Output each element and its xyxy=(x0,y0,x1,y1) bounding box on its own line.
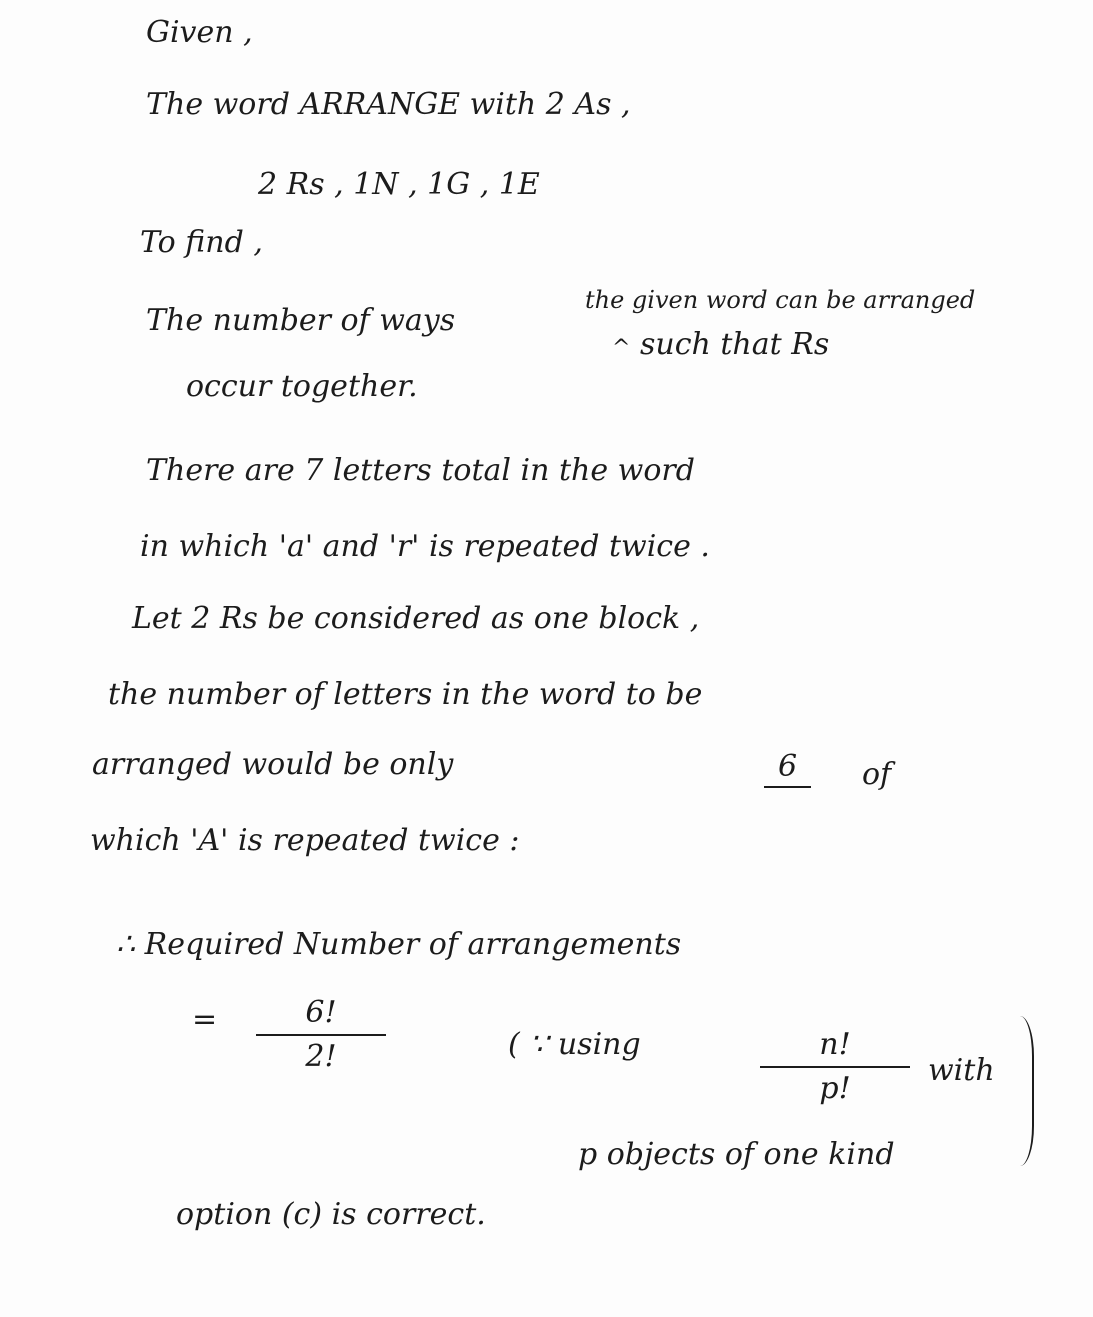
find-line-2: occur together. xyxy=(186,369,418,404)
equals-sign: = xyxy=(192,1002,218,1037)
only-value: 6 xyxy=(764,752,811,788)
find-line-1c: such that Rs xyxy=(640,327,830,362)
formula-fraction xyxy=(760,1027,910,1106)
number-line: the number of letters in the word to be xyxy=(108,677,703,712)
option-line: option (c) is correct. xyxy=(176,1197,486,1232)
which-line: which 'A' is repeated twice : xyxy=(90,823,520,858)
p-objects-line: p objects of one kind xyxy=(578,1137,895,1172)
required-line: ∴ Required Number of arrangements xyxy=(116,927,682,962)
formula-denominator: p! xyxy=(819,1071,851,1106)
counts-line: 2 Rs , 1N , 1G , 1E xyxy=(258,167,540,202)
fraction-bar xyxy=(256,1034,386,1036)
given-line: Given , xyxy=(146,15,253,50)
arranged-line: arranged would be only xyxy=(92,747,454,782)
in-which-line: in which 'a' and 'r' is repeated twice . xyxy=(140,529,710,564)
fraction-denominator: 2! xyxy=(305,1039,337,1074)
caret-mark: ^ xyxy=(612,336,631,361)
with-word: with xyxy=(928,1053,995,1088)
using-note: ( ∵ using xyxy=(508,1027,641,1062)
there-are-line: There are 7 letters total in the word xyxy=(146,453,695,488)
formula-numerator: n! xyxy=(819,1027,851,1062)
let-line: Let 2 Rs be considered as one block , xyxy=(132,601,700,636)
closing-parenthesis xyxy=(1018,1016,1034,1166)
to-find-line: To find , xyxy=(140,225,263,260)
answer-fraction xyxy=(256,995,386,1074)
find-line-1b-insert: the given word can be arranged xyxy=(585,286,976,314)
find-line-1a: The number of ways xyxy=(146,303,456,338)
word-line: The word ARRANGE with 2 As , xyxy=(146,87,631,122)
fraction-numerator: 6! xyxy=(305,995,337,1030)
of-word: of xyxy=(862,757,892,792)
formula-bar xyxy=(760,1066,910,1068)
